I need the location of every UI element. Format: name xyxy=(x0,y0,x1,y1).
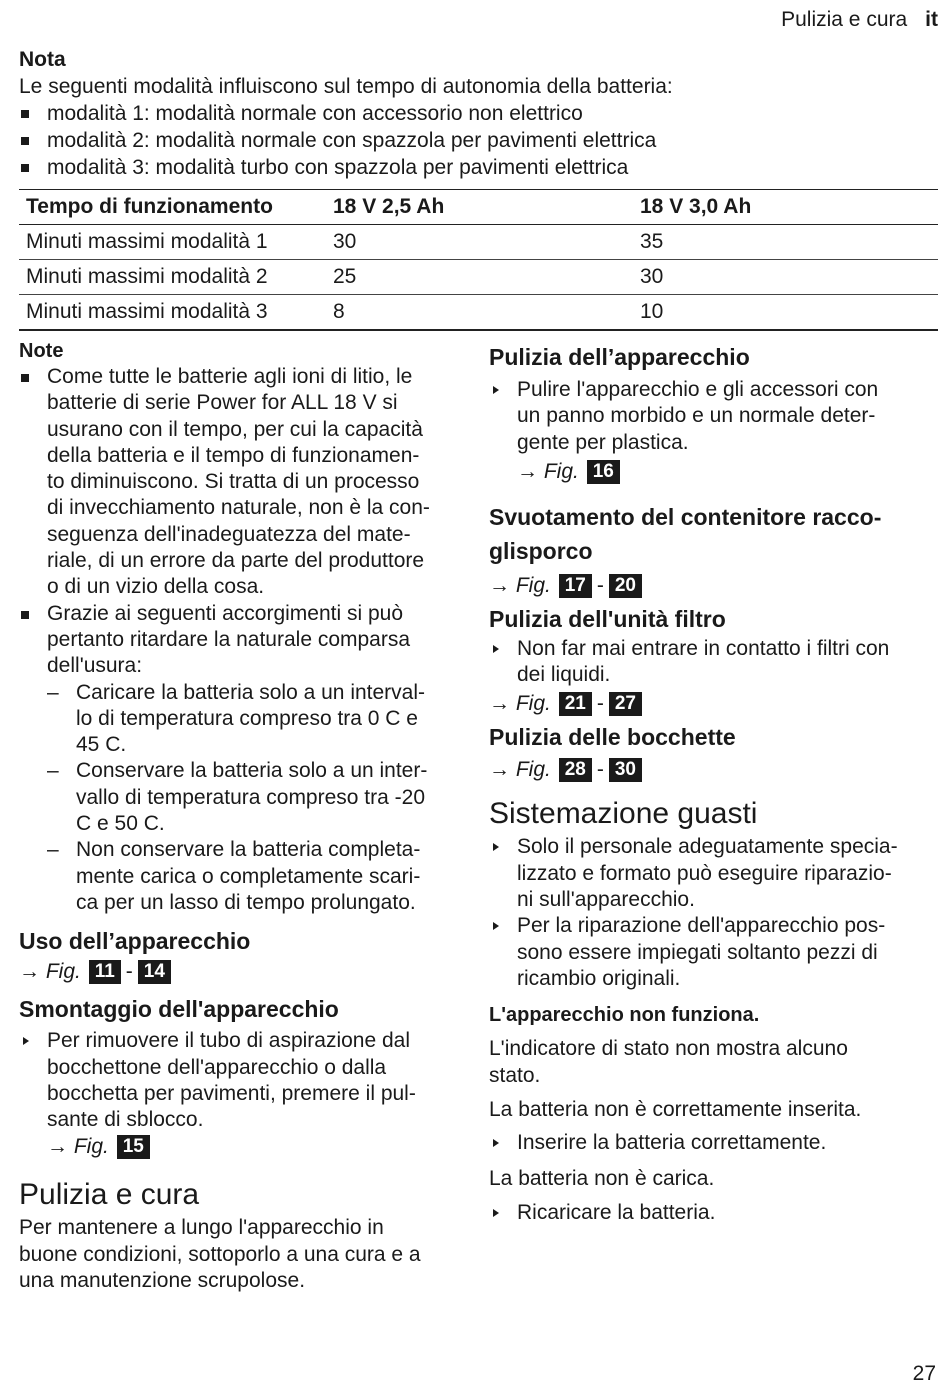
figure-reference: → Fig. 11 - 14 xyxy=(19,958,467,986)
table-row xyxy=(19,260,938,295)
text-line: buone condizioni, sottoporlo a una cura e a xyxy=(19,1242,421,1266)
fig-label: Fig. xyxy=(543,459,579,483)
text-line: – Non conservare la batteria completa- xyxy=(76,838,421,862)
figure-badge: 28 xyxy=(559,758,592,782)
chapter-heading: Sistemazione guasti xyxy=(489,797,758,831)
step-item xyxy=(489,377,937,486)
figure-reference: → Fig. 21 - 27 xyxy=(489,690,937,718)
text-line: – Caricare la batteria solo a un interval- xyxy=(76,680,426,704)
text-line: Per mantenere a lungo l'apparecchio in xyxy=(19,1216,384,1240)
text-line: dei liquidi. xyxy=(517,663,611,687)
text-line: pertanto ritardare la naturale comparsa xyxy=(47,627,411,651)
header-section: Pulizia e cura xyxy=(781,8,908,31)
fault-cause: La batteria non è correttamente inserita. xyxy=(489,1097,862,1121)
text-line: bocchetta per pavimenti, premere il pul- xyxy=(47,1081,416,1105)
figure-badge: 15 xyxy=(117,1135,150,1159)
text-line: ca per un lasso di tempo prolungato. xyxy=(76,890,416,914)
section-heading: Pulizia delle bocchette xyxy=(489,724,736,751)
table-cell: Minuti massimi modalità 2 xyxy=(19,260,326,295)
figure-badge: 20 xyxy=(609,574,642,598)
nota-item: modalità 1: modalità normale con accessorio non elettrico xyxy=(19,100,939,127)
text-line: Solo il personale adeguatamente specia- xyxy=(517,835,898,859)
dash-item xyxy=(19,680,467,759)
table-cell: Minuti massimi modalità 1 xyxy=(19,225,326,260)
text-line: dell'usura: xyxy=(47,654,143,678)
table-cell: 10 xyxy=(633,295,938,331)
section-heading xyxy=(489,500,937,568)
chapter-heading: Pulizia e cura xyxy=(19,1178,200,1212)
section-heading: Smontaggio dell'apparecchio xyxy=(19,996,339,1023)
figure-badge: 27 xyxy=(609,692,642,716)
running-header xyxy=(781,8,938,32)
text-line: stato. xyxy=(489,1063,541,1087)
step-item xyxy=(489,636,937,689)
section-heading: Uso dell’apparecchio xyxy=(19,928,251,955)
text-line: Grazie ai seguenti accorgimenti si può xyxy=(47,601,404,625)
table-header-row xyxy=(19,190,938,225)
section-heading: Pulizia dell’apparecchio xyxy=(489,344,750,370)
figure-badge: 14 xyxy=(138,960,171,984)
text-line: bocchettone dell'apparecchio o dalla xyxy=(47,1055,387,1079)
text-line: sante di sblocco. xyxy=(47,1108,204,1132)
text-line: 45 C. xyxy=(76,733,127,757)
text-line: Non far mai entrare in contatto i filtri con xyxy=(517,636,890,660)
figure-badge: 21 xyxy=(559,692,592,716)
step-item xyxy=(489,913,937,992)
right-column xyxy=(489,340,937,1226)
text-line: Per la riparazione dell'apparecchio pos- xyxy=(517,914,886,938)
section-heading: Pulizia dell'unità filtro xyxy=(489,605,726,632)
text-line: sono essere impiegati soltanto pezzi di xyxy=(517,940,878,964)
dash-item xyxy=(19,758,467,837)
fault-cause xyxy=(489,1036,937,1089)
figure-reference xyxy=(517,458,937,486)
nota-intro: Le seguenti modalità influiscono sul tempo di autonomia della batteria: xyxy=(19,75,673,98)
fig-label: Fig. xyxy=(515,573,551,597)
fig-label: Fig. xyxy=(515,758,551,782)
text-line: C e 50 C. xyxy=(76,812,165,836)
text-line: glisporco xyxy=(489,537,593,564)
text-line: ni sull'apparecchio. xyxy=(517,888,695,912)
text-line: ricambio originali. xyxy=(517,966,681,990)
note-item xyxy=(19,364,467,601)
left-column xyxy=(19,338,467,1294)
paragraph xyxy=(19,1215,467,1294)
figure-reference: → Fig. 28 - 30 xyxy=(489,756,937,784)
nota-block xyxy=(19,46,939,181)
nota-item: modalità 3: modalità turbo con spazzola per pavimenti elettrica xyxy=(19,154,939,181)
arrow-icon: → xyxy=(19,960,40,984)
page-number: 27 xyxy=(912,1362,936,1385)
text-line: Per rimuovere il tubo di aspirazione dal xyxy=(47,1029,411,1053)
table-cell: 30 xyxy=(633,260,938,295)
fault-cause: La batteria non è carica. xyxy=(489,1167,715,1191)
dash-item xyxy=(19,837,467,916)
arrow-icon: → xyxy=(489,692,510,716)
table-header-cell: 18 V 2,5 Ah xyxy=(326,190,633,225)
figure-reference: → Fig. 17 - 20 xyxy=(489,572,937,600)
table-row xyxy=(19,225,938,260)
text-line: mente carica o completamente scari- xyxy=(76,864,421,888)
arrow-icon: → xyxy=(47,1135,68,1159)
table-cell: 35 xyxy=(633,225,938,260)
text-line: batterie di serie Power for ALL 18 V si xyxy=(47,391,398,415)
step-item xyxy=(19,1028,467,1161)
fault-remedy: Ricaricare la batteria. xyxy=(489,1200,937,1226)
runtime-table xyxy=(19,189,938,331)
fault-remedy: Inserire la batteria correttamente. xyxy=(489,1130,937,1156)
text-line: usurano con il tempo, per cui la capacità xyxy=(47,417,423,441)
table-row xyxy=(19,295,938,331)
table-cell: 8 xyxy=(326,295,633,331)
text-line: Pulire l'apparecchio e gli accessori con xyxy=(517,378,879,401)
text-line: un panno morbido e un normale deter- xyxy=(517,404,876,428)
table-cell: 30 xyxy=(326,225,633,260)
fig-label: Fig. xyxy=(515,692,551,716)
arrow-icon: → xyxy=(489,758,510,782)
figure-badge: 11 xyxy=(89,960,121,984)
figure-badge: 16 xyxy=(587,460,620,484)
text-line: gente per plastica. xyxy=(517,430,689,454)
text-line: vallo di temperatura compreso tra -20 xyxy=(76,785,425,809)
text-line: lizzato e formato può eseguire riparazio- xyxy=(517,861,892,885)
arrow-icon: → xyxy=(517,459,538,483)
nota-item: modalità 2: modalità normale con spazzola per pavimenti elettrica xyxy=(19,127,939,154)
figure-badge: 17 xyxy=(559,574,592,598)
table-cell: Minuti massimi modalità 3 xyxy=(19,295,326,331)
text-line: to diminuiscono. Si tratta di un processo xyxy=(47,470,420,494)
fig-label: Fig. xyxy=(45,960,81,984)
text-line: riale, di un errore da parte del produttore xyxy=(47,549,425,573)
fault-title: L'apparecchio non funziona. xyxy=(489,1004,760,1027)
table-cell: 25 xyxy=(326,260,633,295)
figure-badge: 30 xyxy=(609,758,642,782)
text-line: di invecchiamento naturale, non è la con- xyxy=(47,496,430,520)
table-header-cell: Tempo di funzionamento xyxy=(19,190,326,225)
note-title: Note xyxy=(19,340,64,362)
step-item xyxy=(489,834,937,913)
text-line: Come tutte le batterie agli ioni di litio, le xyxy=(47,365,413,388)
text-line: lo di temperatura compreso tra 0 C e xyxy=(76,706,418,730)
figure-reference xyxy=(47,1133,467,1161)
text-line: L'indicatore di stato non mostra alcuno xyxy=(489,1037,848,1061)
text-line: seguenza dell'inadeguatezza del mate- xyxy=(47,522,411,546)
text-line: Svuotamento del contenitore racco- xyxy=(489,503,882,530)
text-line: o di un vizio della cosa. xyxy=(47,575,265,599)
nota-title: Nota xyxy=(19,48,66,71)
header-language: it xyxy=(925,8,938,31)
text-line: una manutenzione scrupolose. xyxy=(19,1269,306,1293)
text-line: – Conservare la batteria solo a un inter- xyxy=(76,759,428,783)
table-header-cell: 18 V 3,0 Ah xyxy=(633,190,938,225)
text-line: della batteria e il tempo di funzionamen- xyxy=(47,443,420,467)
note-item xyxy=(19,601,467,680)
fig-label: Fig. xyxy=(73,1135,109,1159)
arrow-icon: → xyxy=(489,573,510,597)
